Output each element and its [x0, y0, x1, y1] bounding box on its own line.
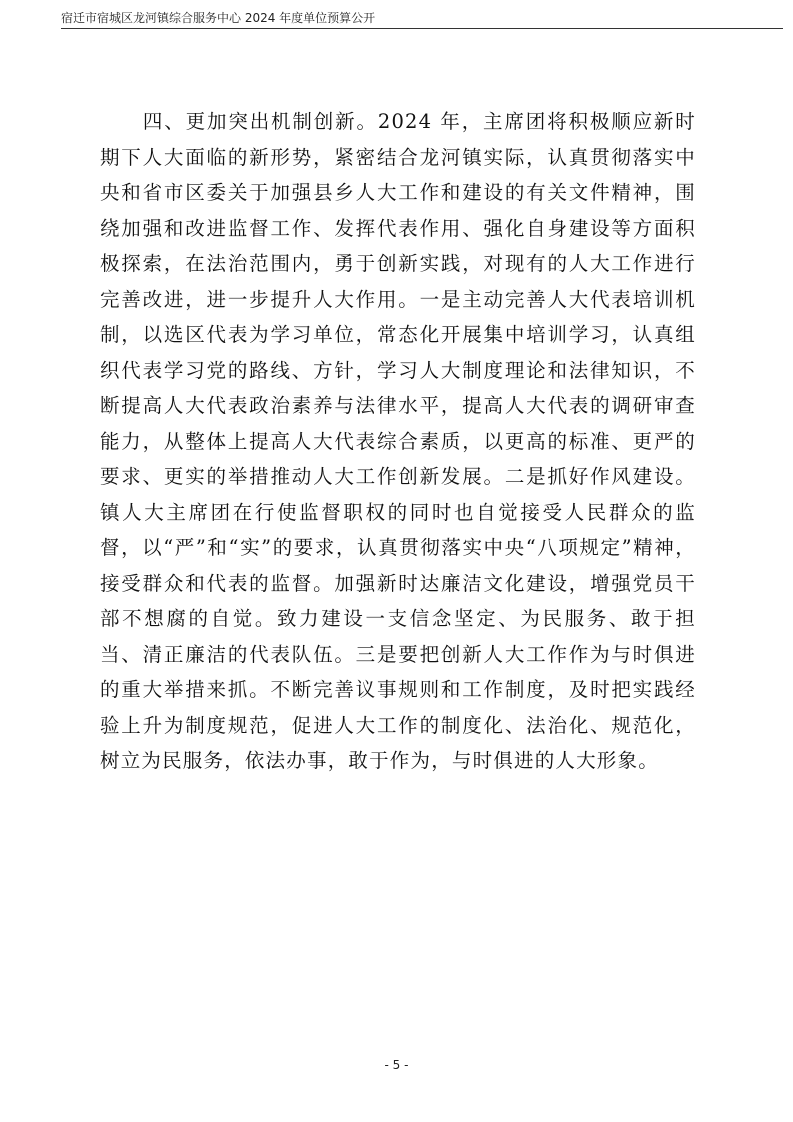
page-header [61, 6, 783, 29]
page-number: - 5 - [384, 1058, 409, 1072]
header-title: 宿迁市宿城区龙河镇综合服务中心 2024 年度单位预算公开 [61, 11, 376, 25]
body-paragraph: 四、更加突出机制创新。2024 年，主席团将积极顺应新时期下人大面临的新形势，紧密结合龙河镇实际，认真贯彻落实中央和省市区委关于加强县乡人大工作和建设的有关文件精神，围绕加强和改进监督工作、发挥代表作用、强化自身建设等方面积极探索，在法治范围内，勇于创新实践，对现有的人大工作进行完善改进，进一步提升人大作用。一是主动完善人大代表培训机制，以选区代表为学习单位，常态化开展集中培训学习，认真组织代表学习党的路线、方针，学习人大制度理论和法律知识，不断提高人大代表政治素养与法律水平，提高人大代表的调研审查能力，从整体上提高人大代表综合素质，以更高的标准、更严的要求、更实的举措推动人大工作创新发展。二是抓好作风建设。镇人大主席团在行使监督职权的同时也自觉接受人民群众的监督，以“严”和“实”的要求，认真贯彻落实中央“八项规定”精神，接受群众和代表的监督。加强新时达廉洁文化建设，增强党员干部不想腐的自觉。致力建设一支信念坚定、为民服务、敢于担当、清正廉洁的代表队伍。三是要把创新人大工作作为与时俱进的重大举措来抓。不断完善议事规则和工作制度，及时把实践经验上升为制度规范，促进人大工作的制度化、法治化、规范化，树立为民服务，依法办事，敢于作为，与时俱进的人大形象。 [100, 110, 696, 772]
